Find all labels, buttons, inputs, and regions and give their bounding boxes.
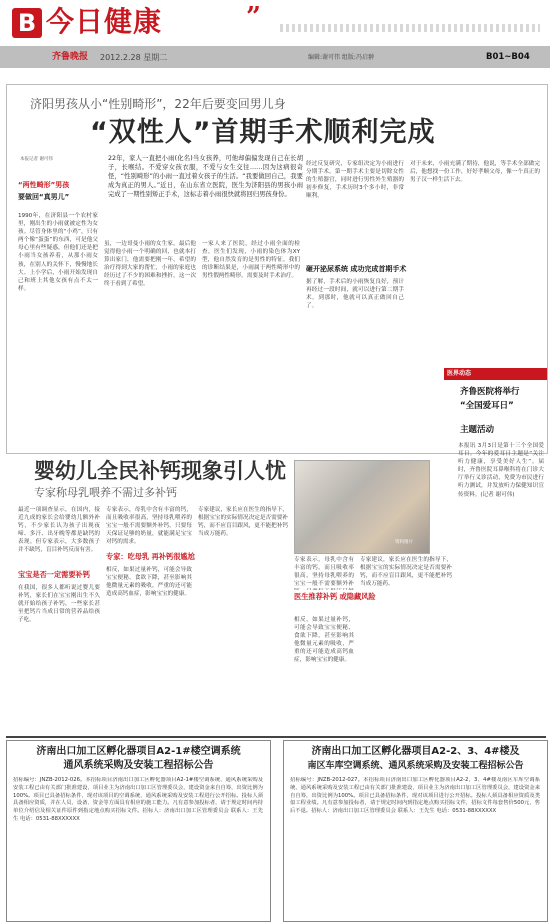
second-column-4b: 相反，如果过量补钙，可能会导致宝宝便秘、食欲下降，甚至影响其他微量元素的吸收，严重的还可能造成高钙血症，影响宝宝的健康。 <box>294 617 354 664</box>
lead-byline: 本报记者 谢可伟 <box>20 157 53 162</box>
second-subhead-a: 宝宝是否一定需要补钙 <box>18 570 90 579</box>
second-column-1a: 最近一项调查显示，在国内，接近九成的家长会给婴幼儿额外补钙，不少家长认为孩子出现夜啼、多汗、出牙晚等都是缺钙的表现。但专家表示，大多数孩子并不缺钙，盲目补钙反而有害。 <box>18 507 100 554</box>
tender-notice-right <box>283 740 548 922</box>
tender-notice-left <box>6 740 271 922</box>
second-subhead-b: 专家：吃母乳 再补钙很尴尬 <box>106 552 195 561</box>
lead-mid-heading: 砸开泌尿系统 成功完成首期手术 <box>306 265 407 273</box>
lead-subhead-2: 要做回“真男儿” <box>18 193 70 201</box>
lead-column-4: 经过反复研究，专家组决定为小雨进行分期手术，第一期手术主要是切除女性的生殖器官，同时进行男性外生殖器的初步修复，手术历时3个多小时，非常顺利。 <box>306 161 404 200</box>
second-headline: 婴幼儿全民补钙现象引人忧 <box>34 459 286 483</box>
decorative-dots <box>280 24 540 32</box>
second-column-1b: 在我国，很多人都听说过婴儿要补钙，家长们在宝宝刚出生不久就开始给孩子补钙，一些家长甚至把钙片当成日常的营养品给孩子吃。 <box>18 585 100 624</box>
second-column-3: 专家建议，家长应在医生的指导下，根据宝宝的实际情况决定是否需要补钙，而不应盲目跟风，更不能把补钙当成万能药。 <box>198 507 288 538</box>
section-badge: B <box>12 8 42 38</box>
issue-date: 2012.2.28 星期二 <box>100 53 168 62</box>
lead-column-3: 一家人来了医院，经过小雨全面的检查，医生们发现，小雨的染色体为XY型，他自然发育的是男性的特征。我们的诊断结果是，小雨属于两性畸形中的男性假两性畸形，需要及时手术治疗。 <box>202 241 300 280</box>
tender-right-title-2: 南区车库空调系统、通风系统采购及安装工程招标公告 <box>307 761 524 771</box>
lead-column-6: 对于未来，小雨充满了期待，他说，等手术全部做完后，他想找一份工作，好好孝顺父母，像一个真正的男子汉一样生活下去。 <box>410 161 540 184</box>
second-subhead-c: 医生推荐补钙 或隐藏风险 <box>294 592 376 601</box>
second-subhead: 专家称母乳喂养不需过多补钙 <box>34 486 177 499</box>
tender-right-body: 招标编号：JNZB-2012-027。本招标项目济南出口加工区孵化器项目A2-2、3、4#楼及南区车库空调系统、通风系统采购及安装工程已由有关部门批准建设，项目业主为济南出口加工区管理委员会，建设资金来自自筹，出资比例为100%。项目已具备招标条件，现对该项目进行公开招标。投标人须具备相应资质及类似工程业绩。凡有意参加投标者，请于规定时间内到指定地点购买招标文件，招标文件每套售价500元，售后不退。招标人：济南出口加工区管理委员会 联系人：王先生 电话：0531-88XXXXXX <box>290 777 540 815</box>
lead-headline: “双性人”首期手术顺利完成 <box>90 117 436 148</box>
second-column-2a: 专家表示，母乳中含有丰富的钙，而且吸收率很高，坚持母乳喂养的宝宝一般不需要额外补钙，只要每天保证足够的奶量，就能满足宝宝对钙的需求。 <box>106 507 192 546</box>
page-range: B01~B04 <box>486 52 530 62</box>
announcement-title-1: 齐鲁医院将举行 <box>460 387 520 397</box>
lead-kicker: 济阳男孩从小“性别畸形”，22年后要变回男儿身 <box>30 97 286 111</box>
photo-caption: 资料图片 <box>395 540 413 545</box>
masthead <box>0 0 550 38</box>
second-column-2b: 相反，如果过量补钙，可能会导致宝宝便秘、食欲下降，甚至影响其他微量元素的吸收，严重的还可能造成高钙血症，影响宝宝的健康。 <box>106 567 192 598</box>
second-column-5: 专家建议，家长应在医生的指导下，根据宝宝的实际情况决定是否需要补钙，而不应盲目跟风，更不能把补钙当成万能药。 <box>360 557 452 588</box>
editor-credit: 编辑:谢可伟 组版:冯启翀 <box>308 54 374 61</box>
tender-left-body: 招标编号：JNZB-2012-026。本招标项目济南出口加工区孵化器项目A2-1#楼空调系统、通风系统采购及安装工程已由有关部门批准建设，项目业主为济南出口加工区管理委员会，建设资金来自自筹，出资比例为100%。项目已具备招标条件，现对该项目的空调系统、通风系统采购及安装工程进行公开招标。投标人须具备相应资质，并在人员、设备、资金等方面具有相应的施工能力。凡有意参加投标者，请于规定时间内持单位介绍信及相关证件原件到指定地点购买招标文件。招标人：济南出口加工区管理委员会 联系人：王先生 电话：0531-88XXXXXX <box>13 777 263 822</box>
announcement-body: 本报讯 3月3日是第十三个全国爱耳日。今年的爱耳日主题是“关注听力健康，享受美好人生”。届时，齐鲁医院耳鼻喉科将在门诊大厅举行义诊活动，免费为市民进行听力测试，并发放听力保健知识宣传资料。(记者 谢可伟) <box>458 443 544 498</box>
announcement-label: 医界动态 <box>444 368 547 380</box>
lead-column-2: 虽，一边哥曼小雨的女生家，最后他觉得他小雨一个明确的回，也就本打算出家门，他需要把刚一年，希望的治疗得到大家的帮忙，小雨的家庭也经历过了不少的困难和挫折，这一次终于看到了希望。 <box>104 241 196 288</box>
announcement-title-3: 主题活动 <box>460 425 495 435</box>
section-divider <box>6 736 546 738</box>
lead-column-5: 据了解，手术后的小雨恢复良好，预计再经过一段时间，就可以进行第二期手术。到那时，他就可以真正做回自己了。 <box>306 279 404 310</box>
lead-summary: 22年，家人一直把小雨(化名)当女孩养，可他却偏偏发现自己在长胡子，长喉结。不爱穿女孩衣服，不爱与女生交往……因为这病很奇怪，“性别畸形”的小雨一直过着女孩子的生活。“我要做回自己，我要成为真正的男人。”近日，在山东省立医院，医生为济阳县的男孩小雨完成了一期性别矫正手术，这标志着小雨很快就将回归男孩身份。 <box>108 155 303 198</box>
lead-subhead-1: “两性畸形”男孩 <box>18 181 70 189</box>
tender-left-title-2: 通风系统采购及安装工程招标公告 <box>63 760 214 771</box>
tender-left-title-1: 济南出口加工区孵化器项目A2-1#楼空调系统 <box>36 746 241 757</box>
quote-mark: ” <box>246 2 261 32</box>
second-column-4a: 专家表示，母乳中含有丰富的钙，而且吸收率很高，坚持母乳喂养的宝宝一般不需要额外补 <box>294 557 354 588</box>
tender-right-title-1: 济南出口加工区孵化器项目A2-2、3、4#楼及 <box>311 746 520 757</box>
lead-column-1: 1990年，在济阳县一个农村家里，刚出生的小雨就被定性为女孩。尽管身体里的“小鸡”，只有两个像“蛋蛋”的东西，可是他父母心里有些疑惑，但他们还是把小雨当女孩养着，从那小雨女孩，在别人的关怀下，慢慢地长大。上小学后，小雨开始发现自己和班上其他女孩有点不太一样。 <box>18 213 98 292</box>
section-title: 今日健康 <box>46 5 163 38</box>
announcement-title-2: “全国爱耳日” <box>460 401 514 411</box>
paper-name: 齐鲁晚报 <box>52 52 89 62</box>
